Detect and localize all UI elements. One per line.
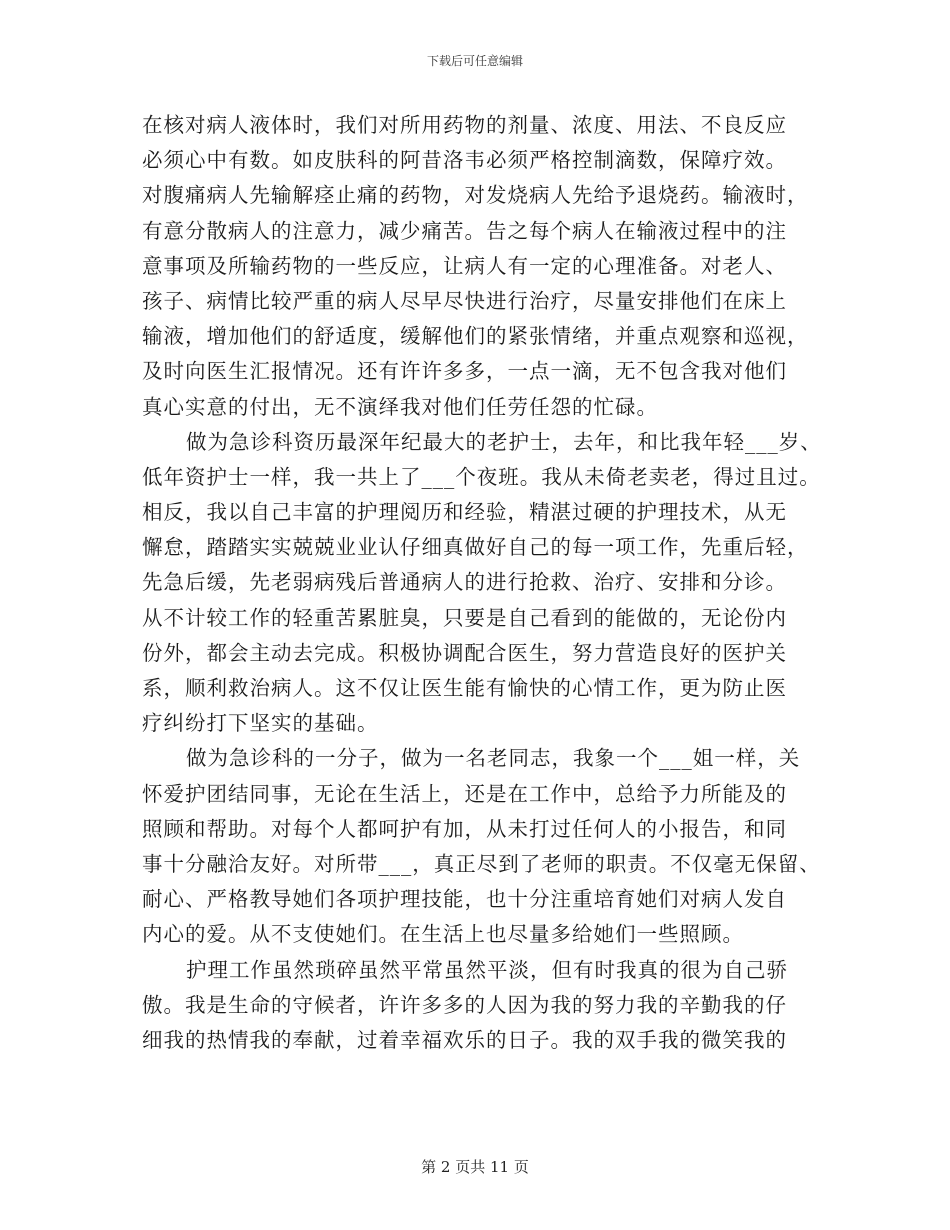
body-line: 对腹痛病人先输解痉止痛的药物，对发烧病人先给予退烧药。输液时，: [142, 183, 809, 208]
body-line: 及时向医生汇报情况。还有许许多多，一点一滴，无不包含我对他们: [142, 359, 787, 384]
body-line: 有意分散病人的注意力，减少痛苦。告之每个病人在输液过程中的注: [142, 218, 787, 243]
body-line: 内心的爱。从不支使她们。在生活上也尽量多给她们一些照顾。: [142, 922, 744, 947]
paragraph-start-line: 护理工作虽然琐碎虽然平常虽然平淡，但有时我真的很为自己骄: [186, 957, 788, 982]
body-line: 必须心中有数。如皮肤科的阿昔洛韦必须严格控制滴数，保障疗效。: [142, 148, 787, 173]
body-line: 意事项及所输药物的一些反应，让病人有一定的心理准备。对老人、: [142, 253, 787, 278]
body-line: 照顾和帮助。对每个人都呵护有加，从未打过任何人的小报告，和同: [142, 816, 787, 841]
page-header: 下载后可任意编辑: [426, 54, 523, 68]
body-line: 懈怠，踏踏实实兢兢业业认仔细真做好自己的每一项工作，先重后轻，: [142, 535, 809, 560]
body-line: 真心实意的付出，无不演绎我对他们任劳任怨的忙碌。: [142, 394, 658, 419]
body-line: 系，顺利救治病人。这不仅让医生能有愉快的心情工作，更为防止医: [142, 676, 787, 700]
body-line: 事十分融洽友好。对所带___，真正尽到了老师的职责。不仅毫无保留、: [142, 851, 821, 876]
body-line: 从不计较工作的轻重苦累脏臭，只要是自己看到的能做的，无论份内: [142, 605, 787, 630]
body-line: 傲。我是生命的守候者，许许多多的人因为我的努力我的辛勤我的仔: [142, 992, 787, 1017]
body-line: 疗纠纷打下坚实的基础。: [142, 711, 379, 736]
paragraph-start-line: 做为急诊科资历最深年纪最大的老护士，去年，和比我年轻___岁、: [186, 429, 822, 454]
body-line: 份外，都会主动去完成。积极协调配合医生，努力营造良好的医护关: [142, 640, 787, 665]
body-line: 在核对病人液体时，我们对所用药物的剂量、浓度、用法、不良反应: [142, 113, 787, 137]
body-line: 细我的热情我的奉献，过着幸福欢乐的日子。我的双手我的微笑我的: [142, 1027, 787, 1052]
page-footer: 第 2 页共 11 页: [421, 1158, 529, 1176]
body-line: 怀爱护团结同事，无论在生活上，还是在工作中，总给予力所能及的: [142, 781, 787, 806]
body-line: 孩子、病情比较严重的病人尽早尽快进行治疗，尽量安排他们在床上: [142, 288, 787, 313]
body-line: 相反，我以自己丰富的护理阅历和经验，精湛过硬的护理技术，从无: [142, 500, 787, 525]
document-body: [142, 108, 822, 1058]
body-line: 低年资护士一样，我一共上了___个夜班。我从未倚老卖老，得过且过。: [142, 464, 821, 489]
body-line: 输液，增加他们的舒适度，缓解他们的紧张情绪，并重点观察和巡视，: [142, 324, 809, 349]
body-line: 耐心、严格教导她们各项护理技能，也十分注重培育她们对病人发自: [142, 887, 787, 912]
body-line: 先急后缓，先老弱病残后普通病人的进行抢救、治疗、安排和分诊。: [142, 570, 787, 595]
paragraph-start-line: 做为急诊科的一分子，做为一名老同志，我象一个___姐一样，关: [186, 746, 801, 771]
